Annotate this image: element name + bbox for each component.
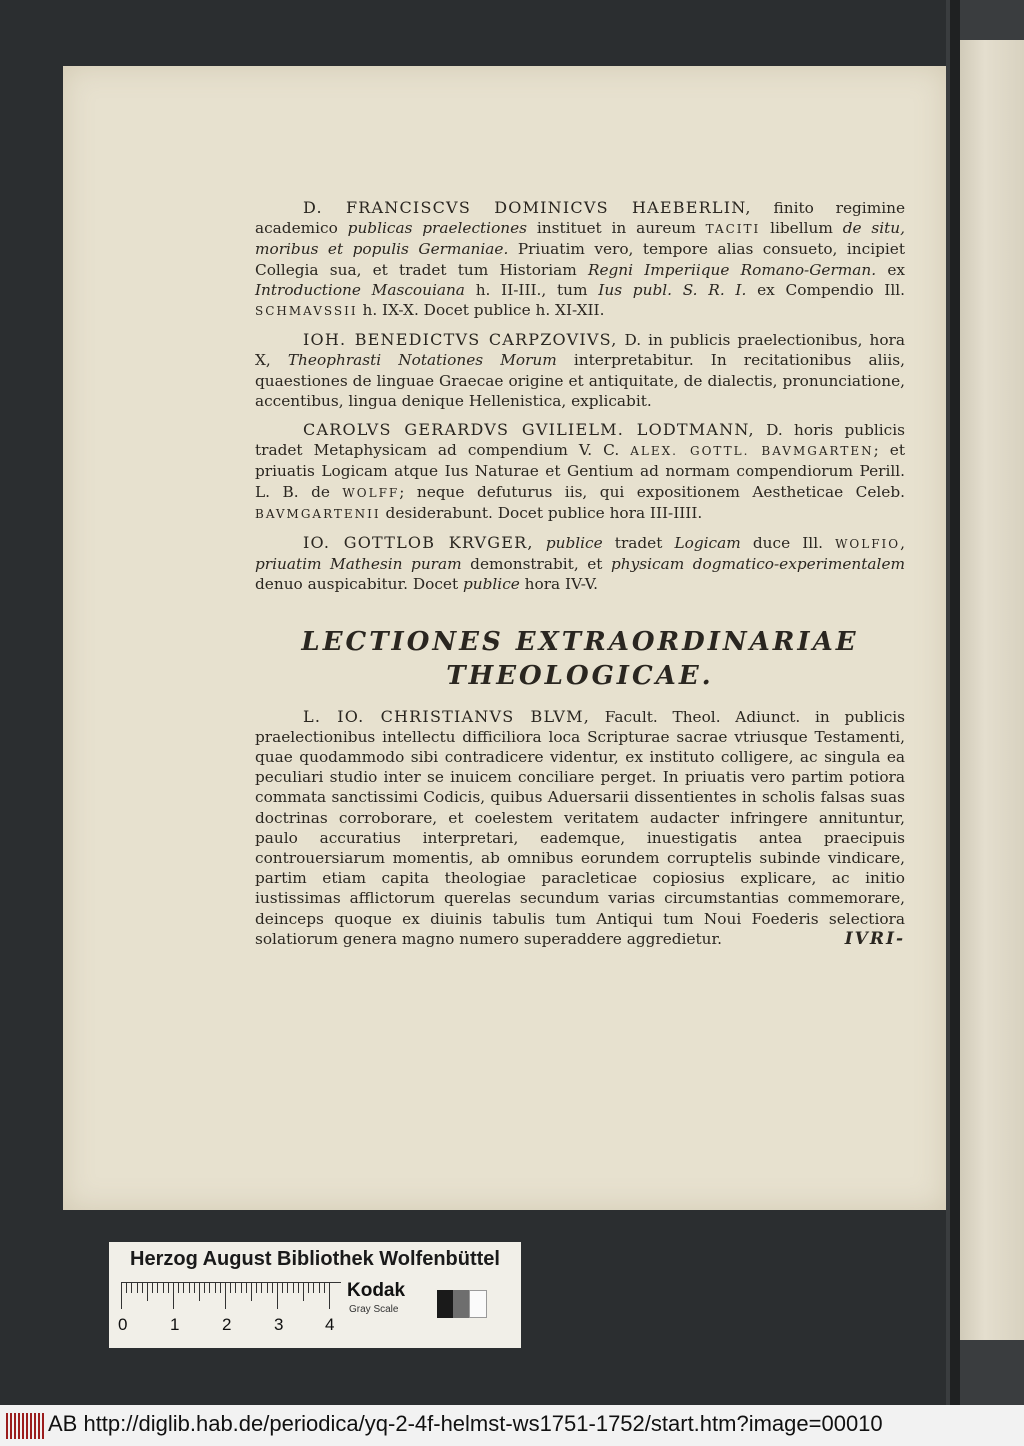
ruler-number: 2 [222, 1315, 232, 1334]
ruler-number: 3 [274, 1315, 284, 1334]
ruler-tick [324, 1283, 325, 1293]
ruler-tick [209, 1283, 210, 1293]
ruler-number: 1 [170, 1315, 180, 1334]
ruler-number: 0 [118, 1315, 128, 1334]
ruler-tick [137, 1283, 138, 1293]
page-text-block [255, 198, 905, 949]
ruler-tick [246, 1283, 247, 1293]
ruler-tick [293, 1283, 294, 1293]
author-name: L. IO. CHRISTIANVS BLVM, [303, 706, 591, 726]
ruler-tick [277, 1283, 278, 1309]
heading-line-2: THEOLOGICAE. [446, 660, 714, 691]
ruler-tick [178, 1283, 179, 1293]
ruler-tick [282, 1283, 283, 1293]
ruler-tick [319, 1283, 320, 1293]
paragraph-kruger: IO. GOTTLOB KRVGER, publice tradet Logicam duce Ill. WOLFIO, priuatim Mathesin puram demonstrabit, et physicam dogmatico-experimentalem denuo auspicabitur. Docet publice hora IV-V. [255, 533, 906, 594]
swatch-gray [453, 1290, 469, 1318]
ruler-tick [235, 1283, 236, 1293]
ruler-tick [251, 1283, 252, 1301]
url-footer [0, 1405, 1024, 1446]
heading-line-1: LECTIONES EXTRAORDINARIAE [301, 626, 859, 657]
ruler-tick [298, 1283, 299, 1293]
section-heading [255, 625, 905, 693]
ruler-tick [267, 1283, 268, 1293]
ruler-tick [168, 1283, 169, 1293]
paragraph-haeberlin: D. FRANCISCVS DOMINICVS HAEBERLIN, finito regimine academico publicas praelectiones instituet in aureum TACITI libellum de situ, moribus et populis Germaniae. Priuatim vero, tempore alias consueto, incipiet Collegia sua, et tradet tum Historiam Regni Imperiique Romano-German. ex Introductione Mascouiana h. II-III., tum Ius publ. S. R. I. ex Compendio Ill. SCHMAVSSII h. IX-X. Docet publice h. XI-XII. [255, 198, 905, 320]
ruler-tick [194, 1283, 195, 1293]
swatch-black [437, 1290, 453, 1318]
ruler-tick [121, 1283, 122, 1309]
ruler-tick [147, 1283, 148, 1301]
ruler-tick [272, 1283, 273, 1293]
library-name: Herzog August Bibliothek Wolfenbüttel [130, 1248, 500, 1270]
author-name: CAROLVS GERARDVS GVILIELM. LODTMANN, [303, 420, 755, 440]
page-gutter-shadow [950, 0, 960, 1405]
document-page [63, 66, 946, 1210]
ruler-tick [287, 1283, 288, 1293]
ruler-tick [329, 1283, 330, 1309]
paragraph-carpzovius: IOH. BENEDICTVS CARPZOVIVS, D. in publicis praelectionibus, hora X, Theophrasti Notationes Morum interpretabitur. In recitationibus aliis, quaestiones de linguae Graecae origine et antiquitate, de dialectis, pronunciatione, accentibus, lingua denique Hellenistica, explicabit. [255, 330, 905, 410]
ruler-tick [215, 1283, 216, 1293]
ruler-tick [131, 1283, 132, 1293]
paragraph-blum: L. IO. CHRISTIANVS BLVM, Facult. Theol. Adiunct. in publicis praelectionibus intellectu difficiliora loca Scripturae sacrae vtriusque Testamenti, quae quodammodo sibi contradicere videntur, ex instituto colligere, ac singula ea peculiari studio inter se inuicem conciliare perget. In priuatis vero partim potiora commata sanctissimi Codicis, quibus Aduersarii dissentientes in scholis falsas suas doctrinas corroborare, et coelestem veritatem audacter infringere annituntur, paulo accuratius interpretari, eademque, inuestigatis antea praecipuis controuersiarum momentis, ab omnibus eorundem corruptelis subinde vindicare, partim etiam capita theologiae paracleticae copiosius explicare, ac initio iustissimas afflictorum querelas secundum varias circumstantias commemorare, deinceps quoque ex diuinis tabulis tum Antiqui tum Noui Foederis selectiora solatiorum genera magno numero superaddere aggredietur. [255, 706, 906, 948]
ruler-tick [256, 1283, 257, 1293]
ruler-tick [189, 1283, 190, 1293]
adjacent-page-edge [958, 40, 1024, 1340]
ruler-tick [241, 1283, 242, 1293]
ruler-tick [225, 1283, 226, 1309]
ruler-tick [157, 1283, 158, 1293]
ruler-tick [313, 1283, 314, 1293]
ruler-tick [303, 1283, 304, 1301]
source-url: AB http://diglib.hab.de/periodica/yq-2-4f-helmst-ws1751-1752/start.htm?image=00010 [48, 1411, 883, 1436]
ruler-tick [142, 1283, 143, 1293]
ruler-tick [199, 1283, 200, 1301]
ruler-tick [230, 1283, 231, 1293]
ruler-tick [152, 1283, 153, 1293]
author-name: D. FRANCISCVS DOMINICVS HAEBERLIN, [303, 198, 752, 217]
ruler-tick [183, 1283, 184, 1293]
ruler-tick [126, 1283, 127, 1293]
swatch-white [469, 1290, 487, 1318]
barcode-marks [6, 1413, 46, 1439]
author-name: IO. GOTTLOB KRVGER, [303, 533, 534, 553]
catchword: IVRI- [844, 929, 905, 950]
ruler-tick [220, 1283, 221, 1293]
ruler-scale [121, 1282, 341, 1313]
ruler-tick [163, 1283, 164, 1293]
ruler-tick [261, 1283, 262, 1293]
author-name: IOH. BENEDICTVS CARPZOVIVS, [303, 330, 618, 350]
ruler-number: 4 [325, 1315, 335, 1334]
gray-scale-label: Gray Scale [349, 1304, 399, 1315]
ruler-tick [173, 1283, 174, 1309]
kodak-logo: Kodak [347, 1280, 406, 1301]
paragraph-lodtmann: CAROLVS GERARDVS GVILIELM. LODTMANN, D. horis publicis tradet Metaphysicam ad compendium V. C. ALEX. GOTTL. BAVMGARTEN; et priuatis Logicam atque Ius Naturae et Gentium ad normam compendiorum Perill. L. B. de WOLFF; neque defuturus iis, qui expositionem Aestheticae Celeb. BAVMGARTENII desiderabunt. Docet publice hora III-IIII. [255, 420, 906, 522]
ruler-tick [204, 1283, 205, 1293]
color-target-card [109, 1242, 521, 1348]
gray-swatches [437, 1290, 487, 1318]
ruler-tick [308, 1283, 309, 1293]
